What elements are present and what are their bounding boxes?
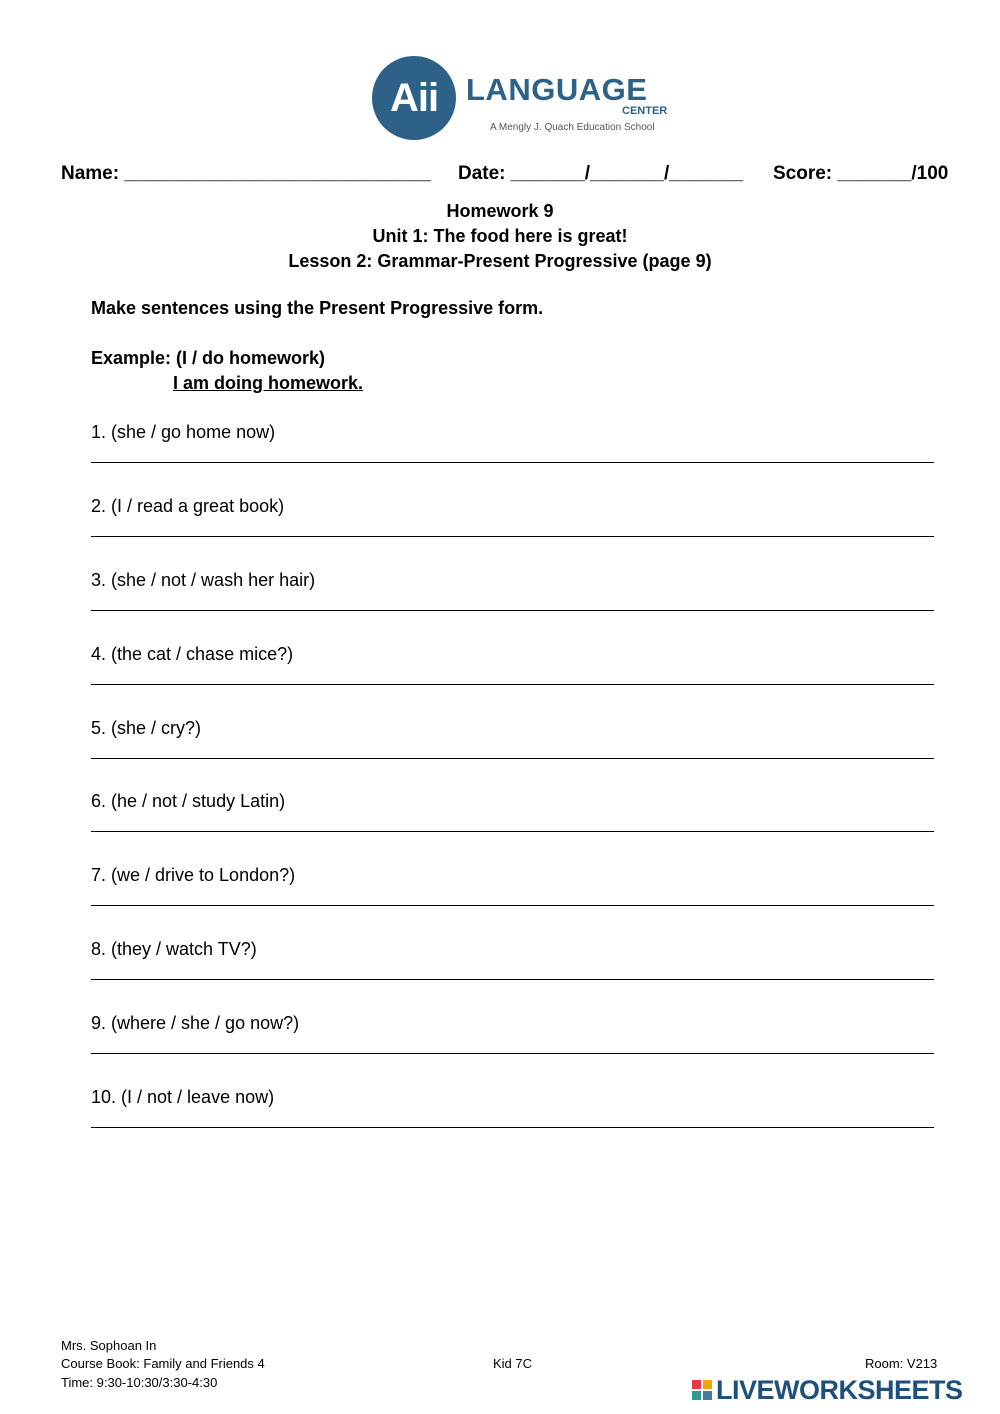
school-logo: [372, 56, 668, 142]
question-1: 1. (she / go home now): [91, 422, 276, 442]
answer-line-10[interactable]: [91, 1127, 934, 1128]
answer-line-9[interactable]: [91, 1053, 934, 1054]
answer-line-3[interactable]: [91, 610, 934, 611]
question-4: 4. (the cat / chase mice?): [91, 644, 294, 664]
logo-square: [692, 1391, 701, 1400]
liveworksheets-watermark: [692, 1376, 963, 1404]
score-field: Score: _______/100: [773, 163, 949, 184]
question-10: 10. (I / not / leave now): [91, 1087, 275, 1107]
answer-line-2[interactable]: [91, 536, 934, 537]
answer-line-8[interactable]: [91, 979, 934, 980]
logo-square: [692, 1380, 701, 1389]
logo-square: [703, 1391, 712, 1400]
answer-line-7[interactable]: [91, 905, 934, 906]
answer-line-1[interactable]: [91, 462, 934, 463]
question-6: 6. (he / not / study Latin): [91, 791, 286, 811]
lesson-title: Lesson 2: Grammar-Present Progressive (page 9): [288, 251, 712, 271]
footer-teacher: Mrs. Sophoan In: [61, 1338, 157, 1353]
question-8: 8. (they / watch TV?): [91, 939, 257, 959]
question-7: 7. (we / drive to London?): [91, 865, 296, 885]
homework-title: Homework 9: [446, 201, 554, 221]
footer-room: Room: V213: [865, 1356, 938, 1371]
logo-wordmark: LANGUAGE: [466, 72, 648, 107]
footer-course: Course Book: Family and Friends 4: [61, 1356, 265, 1371]
liveworksheets-logo-icon: [692, 1380, 712, 1400]
logo-center-text: CENTER: [622, 105, 668, 117]
example-answer: I am doing homework.: [173, 373, 364, 393]
name-field: Name: _____________________________: [61, 163, 431, 184]
answer-line-4[interactable]: [91, 684, 934, 685]
question-9: 9. (where / she / go now?): [91, 1013, 300, 1033]
logo-square: [703, 1380, 712, 1389]
logo-tagline: A Mengly J. Quach Education School: [490, 122, 655, 133]
footer-time: Time: 9:30-10:30/3:30-4:30: [61, 1375, 218, 1390]
question-2: 2. (I / read a great book): [91, 496, 285, 516]
question-5: 5. (she / cry?): [91, 718, 202, 738]
example-prompt: Example: (I / do homework): [91, 348, 326, 368]
answer-line-6[interactable]: [91, 831, 934, 832]
liveworksheets-text: LIVEWORKSHEETS: [716, 1374, 963, 1405]
footer-class: Kid 7C: [493, 1356, 533, 1371]
question-3: 3. (she / not / wash her hair): [91, 570, 316, 590]
unit-title: Unit 1: The food here is great!: [372, 226, 628, 246]
date-field: Date: _______/_______/_______: [458, 163, 744, 184]
logo-mark: Aii: [372, 56, 456, 140]
answer-line-5[interactable]: [91, 758, 934, 759]
instruction: Make sentences using the Present Progressive form.: [91, 298, 544, 318]
